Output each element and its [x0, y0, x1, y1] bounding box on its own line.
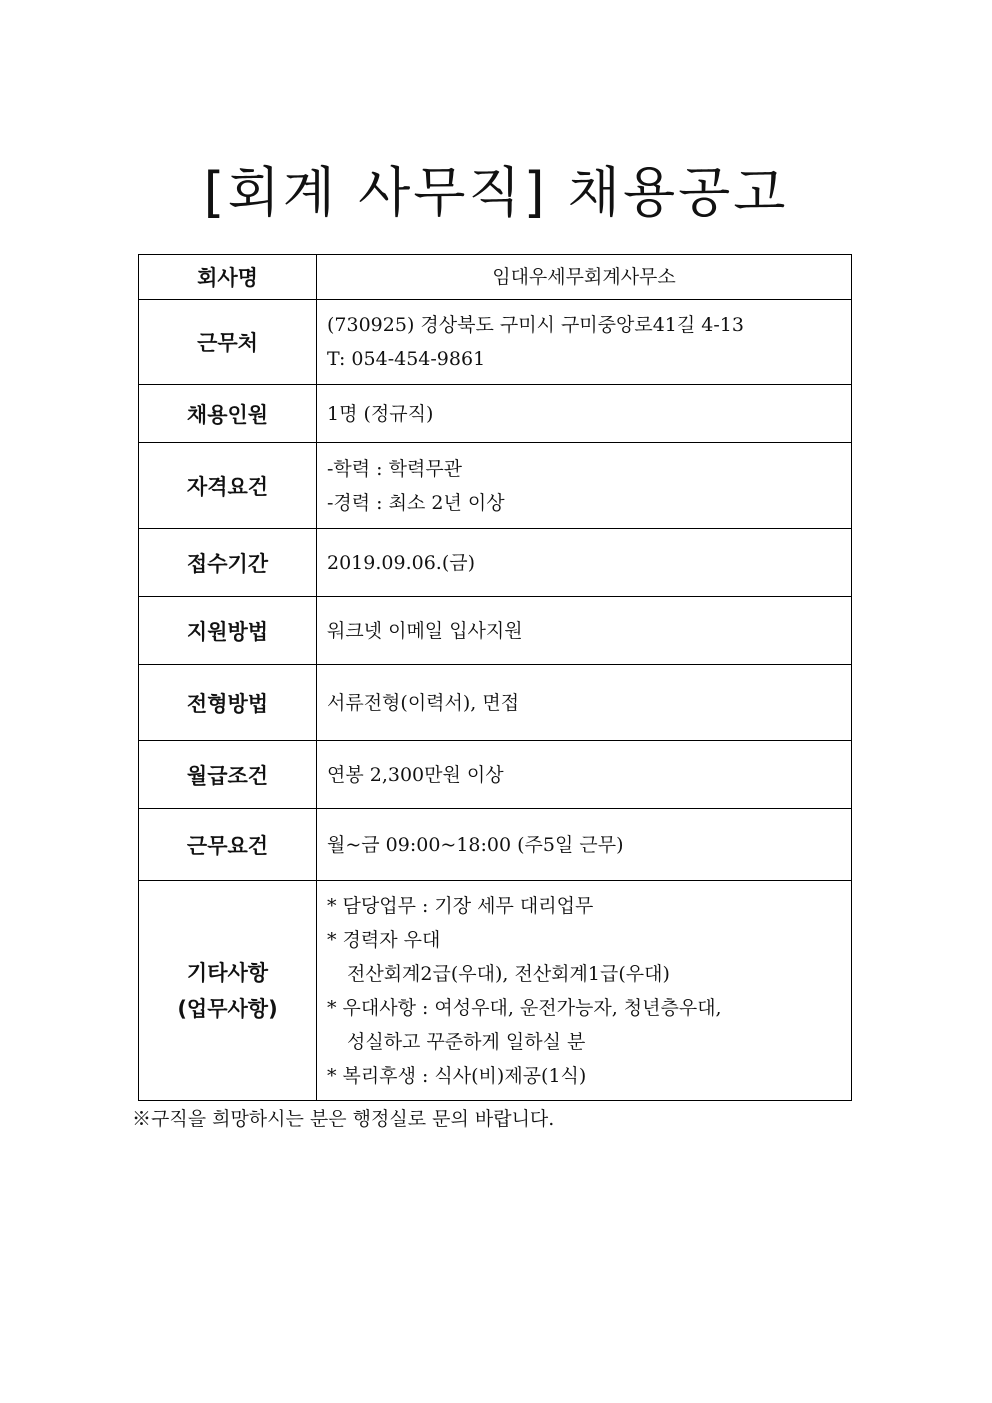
- label-headcount: 채용인원: [139, 385, 317, 443]
- value-company: 임대우세무회계사무소: [317, 255, 852, 300]
- label-application-period: 접수기간: [139, 529, 317, 597]
- table-row-headcount: [139, 385, 852, 443]
- workplace-address: (730925) 경상북도 구미시 구미중앙로41길 4-13: [327, 314, 744, 336]
- label-work-conditions: 근무요건: [139, 809, 317, 881]
- value-work-conditions: 월~금 09:00~18:00 (주5일 근무): [317, 809, 852, 881]
- table-row-company: [139, 255, 852, 300]
- other-preferences: * 우대사항 : 여성우대, 운전가능자, 청년층우대,: [327, 996, 722, 1019]
- qualification-education: -학력 : 학력무관: [327, 457, 463, 480]
- label-other-line1: 기타사항: [186, 960, 269, 985]
- table-row-application-method: [139, 597, 852, 665]
- table-row-work-conditions: [139, 809, 852, 881]
- table-row-qualifications: [139, 443, 852, 529]
- value-other: [317, 881, 852, 1101]
- other-preferences-cont: 성실하고 꾸준하게 일하실 분: [347, 1030, 586, 1053]
- label-workplace: 근무처: [139, 300, 317, 385]
- table-row-application-period: [139, 529, 852, 597]
- label-other-line2: (업무사항): [177, 996, 278, 1021]
- value-application-period: 2019.09.06.(금): [317, 529, 852, 597]
- label-application-method: 지원방법: [139, 597, 317, 665]
- recruitment-info-table: [138, 254, 852, 1101]
- label-salary: 월급조건: [139, 741, 317, 809]
- table-row-selection-method: [139, 665, 852, 741]
- value-qualifications: [317, 443, 852, 529]
- label-company: 회사명: [139, 255, 317, 300]
- other-experienced: * 경력자 우대: [327, 928, 441, 951]
- label-selection-method: 전형방법: [139, 665, 317, 741]
- table-row-workplace: [139, 300, 852, 385]
- value-headcount: 1명 (정규직): [317, 385, 852, 443]
- label-other: [139, 881, 317, 1101]
- label-qualifications: 자격요건: [139, 443, 317, 529]
- workplace-phone: T: 054-454-9861: [327, 348, 486, 370]
- table-row-salary: [139, 741, 852, 809]
- value-salary: 연봉 2,300만원 이상: [317, 741, 852, 809]
- value-application-method: 워크넷 이메일 입사지원: [317, 597, 852, 665]
- footnote: ※구직을 희망하시는 분은 행정실로 문의 바랍니다.: [132, 1108, 555, 1130]
- value-workplace: [317, 300, 852, 385]
- qualification-experience: -경력 : 최소 2년 이상: [327, 491, 505, 514]
- table-row-other: [139, 881, 852, 1101]
- value-selection-method: 서류전형(이력서), 면접: [317, 665, 852, 741]
- page-title: [회계 사무직] 채용공고: [203, 161, 789, 224]
- other-certifications: 전산회계2급(우대), 전산회계1급(우대): [347, 962, 670, 985]
- other-duty: * 담당업무 : 기장 세무 대리업무: [327, 894, 594, 917]
- other-benefits: * 복리후생 : 식사(비)제공(1식): [327, 1064, 587, 1087]
